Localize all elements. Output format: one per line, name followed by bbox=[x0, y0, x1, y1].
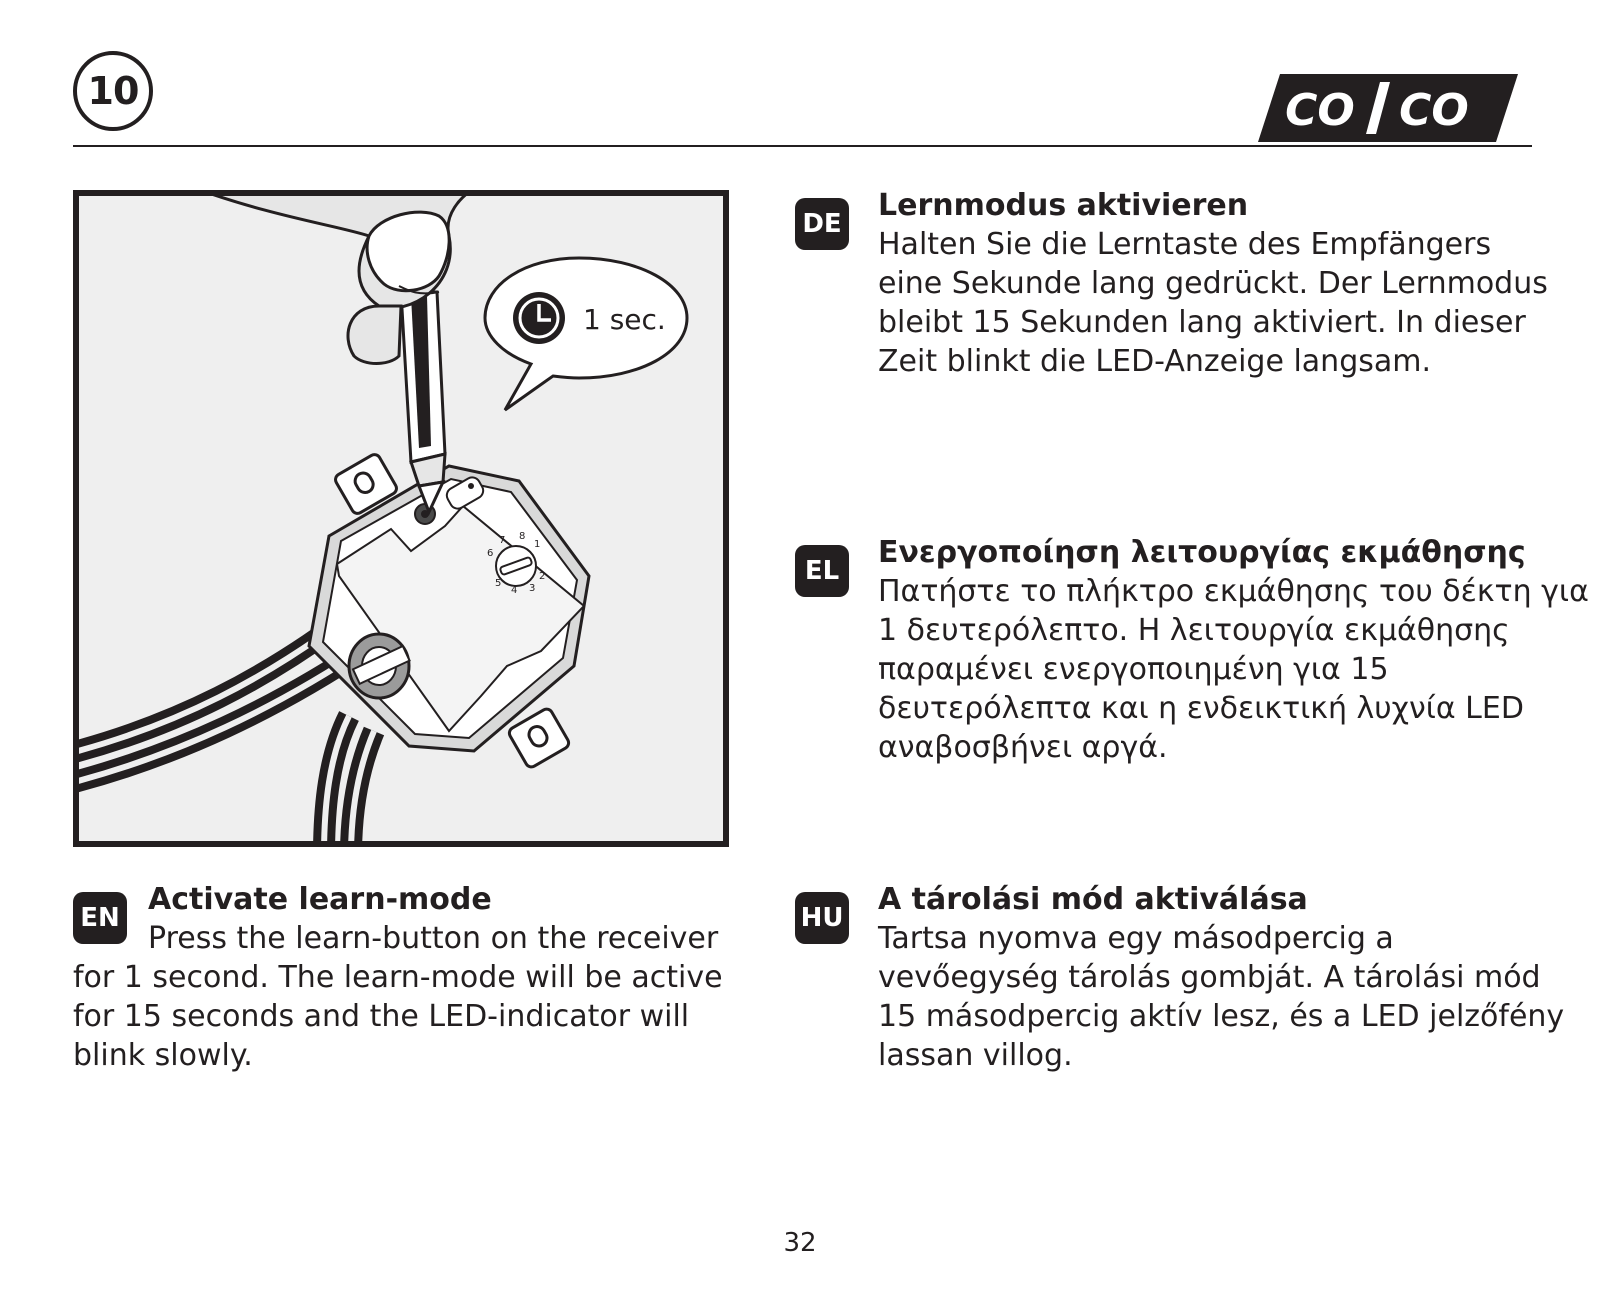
section-title-el: Ενεργοποίηση λειτουργίας εκμάθησης bbox=[878, 535, 1526, 570]
svg-text:CO: CO bbox=[1285, 85, 1355, 136]
cable-bottom bbox=[324, 716, 374, 841]
dial-number: 7 bbox=[499, 535, 506, 546]
dial-number: 1 bbox=[534, 539, 541, 550]
language-badge-en: EN bbox=[73, 892, 127, 944]
receiver-illustration bbox=[73, 190, 729, 847]
section-text-de: Halten Sie die Lerntaste des Empfängers eine Sekunde lang gedrückt. Der Lernmodus bleibt 15 Sekunden lang aktiviert. In dieser Zeit blinkt die LED-Anzeige langsam. bbox=[878, 227, 1548, 379]
dial-number: 5 bbox=[495, 578, 502, 589]
page-number: 32 bbox=[783, 1228, 817, 1258]
section-title-en: Activate learn-mode bbox=[148, 882, 492, 917]
clock-icon bbox=[513, 292, 565, 344]
language-badge-el: EL bbox=[795, 545, 849, 597]
coco-logo bbox=[1258, 74, 1518, 142]
section-title-de: Lernmodus aktivieren bbox=[878, 188, 1249, 223]
dial-number: 4 bbox=[511, 585, 518, 596]
dial-number: 2 bbox=[539, 571, 546, 582]
section-text-el: Πατήστε το πλήκτρο εκμάθησης του δέκτη για 1 δευτερόλεπτο. Η λειτουργία εκμάθησης παραμένει ενεργοποιημένη για 15 δευτερόλεπτα και η ενδεικτική λυχνία LED αναβοσβήνει αργά. bbox=[878, 574, 1589, 765]
section-title-hu: A tárolási mód aktiválása bbox=[878, 882, 1308, 917]
dial-number: 6 bbox=[487, 548, 494, 559]
dial-number: 3 bbox=[529, 583, 536, 594]
pen-tool bbox=[401, 292, 445, 512]
timer-callout bbox=[485, 258, 687, 410]
language-badge-hu: HU bbox=[795, 892, 849, 944]
section-english bbox=[73, 880, 743, 1075]
step-number-badge: 10 bbox=[73, 51, 153, 131]
timer-label: 1 sec. bbox=[583, 303, 666, 336]
language-badge-de: DE bbox=[795, 198, 849, 250]
header-divider bbox=[73, 145, 1532, 147]
section-text-hu: Tartsa nyomva egy másodpercig a vevőegység tárolás gombját. A tárolási mód 15 másodpercig aktív lesz, és a LED jelzőfény lassan villog. bbox=[878, 921, 1565, 1073]
svg-text:CO: CO bbox=[1399, 85, 1469, 136]
dial-number: 8 bbox=[519, 531, 526, 542]
section-text-en: Press the learn-button on the receiver for 1 second. The learn-mode will be active for 15 seconds and the LED-indicator will blink slowly. bbox=[73, 921, 723, 1073]
